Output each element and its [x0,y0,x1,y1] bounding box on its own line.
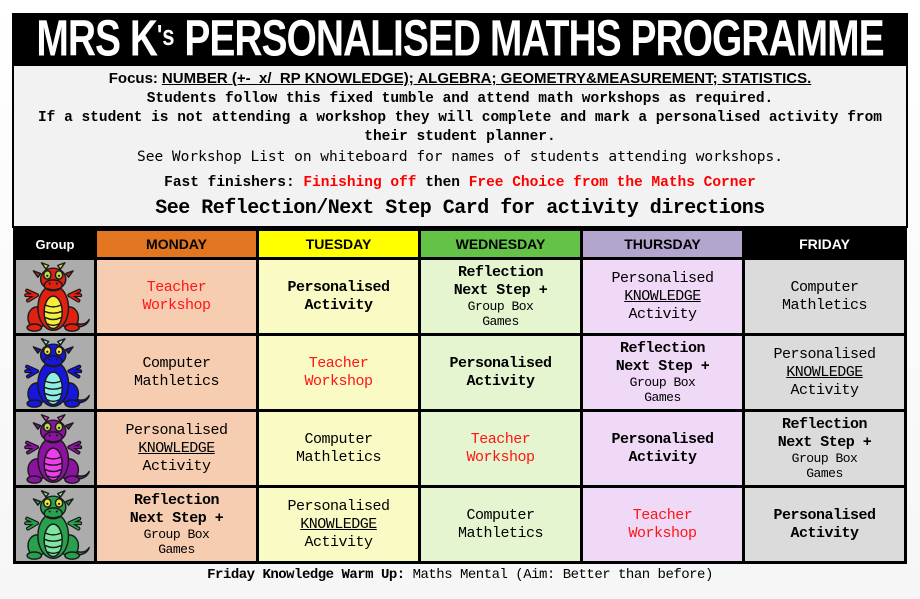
activity-line: Teacher [146,278,207,296]
activity-cell-monday-computer [96,335,258,411]
activity-line: Reflection [133,491,219,509]
footer-text: Maths Mental (Aim: Better than before) [412,567,713,584]
activity-line: Mathletics [781,296,867,314]
intro-line-3: See Workshop List on whiteboard for names of students attending workshops. [136,148,783,165]
activity-cell-wednesday-personalised [420,335,582,411]
activity-cell-friday-personalised [744,487,906,563]
fast-finishers-label: Fast finishers: [164,175,295,192]
group-cell-green-dragon [15,487,96,563]
activity-line: Mathletics [133,372,219,390]
activity-line: Workshop [304,372,373,390]
activity-cell-monday-reflection [96,487,258,563]
activity-line: Group Box [791,450,858,466]
activity-line: Computer [466,506,535,524]
activity-cell-thursday-personalised [582,411,744,487]
activity-line: Personalised [773,506,876,524]
blue-dragon-icon [18,337,92,409]
weekly-timetable [13,228,907,564]
activity-line: Group Box [629,374,696,390]
activity-cell-friday-reflection [744,411,906,487]
activity-line: KNOWLEDGE [624,287,701,305]
footer-label: Friday Knowledge Warm Up: [207,567,405,584]
title-apostrophe-s: 's [157,18,175,52]
footer-line [12,564,908,583]
activity-line: Personalised [287,278,390,296]
activity-cell-monday-knowledge [96,411,258,487]
activity-cell-wednesday-reflection [420,259,582,335]
activity-cell-thursday-teacher [582,487,744,563]
activity-line: Games [158,541,195,557]
timetable-row-3 [15,411,906,487]
maths-programme-flyer [12,10,908,584]
activity-line: Reflection [781,415,867,433]
activity-line: Activity [466,372,535,390]
page-title [36,11,883,68]
timetable-body [15,259,906,563]
title-part1: MRS K [36,10,158,67]
fast-finishers-red-1: Finishing off [303,175,417,192]
activity-line: Activity [142,457,211,475]
activity-line: Teacher [308,354,369,372]
group-cell-purple-dragon [15,411,96,487]
activity-cell-friday-knowledge [744,335,906,411]
green-dragon-icon [18,489,92,561]
activity-line: Teacher [632,506,693,524]
fast-finishers-line [20,175,900,191]
title-bar [12,10,908,67]
activity-line: Games [482,313,519,329]
activity-cell-thursday-reflection [582,335,744,411]
activity-line: KNOWLEDGE [138,439,215,457]
activity-line: Mathletics [295,448,381,466]
timetable-row-2 [15,335,906,411]
activity-line: Workshop [466,448,535,466]
reflection-card-note: See Reflection/Next Step Card for activity directions [155,197,765,221]
activity-line: Computer [790,278,859,296]
activity-line: Reflection [457,263,543,281]
activity-line: Activity [628,448,697,466]
timetable-row-1 [15,259,906,335]
focus-text: NUMBER (+- x/ RP KNOWLEDGE); ALGEBRA; GEOMETRY&MEASUREMENT; STATISTICS. [161,70,812,87]
day-header-thursday: THURSDAY [582,230,744,259]
group-cell-red-dragon [15,259,96,335]
activity-cell-tuesday-knowledge [258,487,420,563]
activity-line: Activity [790,381,859,399]
activity-line: Personalised [611,430,714,448]
timetable-row-4 [15,487,906,563]
activity-line: Activity [304,533,373,551]
activity-line: Workshop [142,296,211,314]
activity-cell-thursday-knowledge [582,259,744,335]
focus-label: Focus: [108,70,158,87]
activity-cell-monday-teacher [96,259,258,335]
red-dragon-icon [18,261,92,333]
activity-line: Activity [628,305,697,323]
group-column-header: Group [15,230,96,259]
activity-line: Workshop [628,524,697,542]
day-header-monday: MONDAY [96,230,258,259]
day-header-tuesday: TUESDAY [258,230,420,259]
activity-line: Teacher [470,430,531,448]
activity-line: Games [806,465,843,481]
activity-line: Personalised [773,345,876,363]
fast-finishers-then: then [425,175,460,192]
activity-line: Group Box [467,298,534,314]
intro-line-2: If a student is not attending a workshop they will complete and mark a personalised activity from their student planner. [37,109,883,145]
purple-dragon-icon [18,413,92,485]
info-box [12,66,908,228]
activity-line: Next Step + [129,509,224,527]
activity-line: Computer [304,430,373,448]
activity-line: Activity [304,296,373,314]
activity-line: Computer [142,354,211,372]
activity-line: Next Step + [615,357,710,375]
activity-cell-tuesday-personalised [258,259,420,335]
activity-line: Activity [790,524,859,542]
title-part2: PERSONALISED MATHS PROGRAMME [174,10,884,67]
activity-cell-wednesday-computer [420,487,582,563]
activity-cell-wednesday-teacher [420,411,582,487]
intro-line-1: Students follow this fixed tumble and attend math workshops as required. [146,91,774,107]
activity-cell-friday-computer [744,259,906,335]
activity-line: Personalised [125,421,228,439]
activity-line: Next Step + [777,433,872,451]
timetable-header-row [15,230,906,259]
activity-line: Personalised [611,269,714,287]
focus-line [20,70,900,87]
activity-line: Mathletics [457,524,543,542]
activity-line: Reflection [619,339,705,357]
activity-line: Next Step + [453,281,548,299]
day-header-friday: FRIDAY [744,230,906,259]
activity-line: KNOWLEDGE [786,363,863,381]
activity-cell-tuesday-teacher [258,335,420,411]
activity-cell-tuesday-computer [258,411,420,487]
activity-line: Personalised [287,497,390,515]
activity-line: Games [644,389,681,405]
activity-line: Group Box [143,526,210,542]
activity-line: Personalised [449,354,552,372]
group-cell-blue-dragon [15,335,96,411]
day-header-wednesday: WEDNESDAY [420,230,582,259]
activity-line: KNOWLEDGE [300,515,377,533]
fast-finishers-red-2: Free Choice from the Maths Corner [468,175,756,192]
